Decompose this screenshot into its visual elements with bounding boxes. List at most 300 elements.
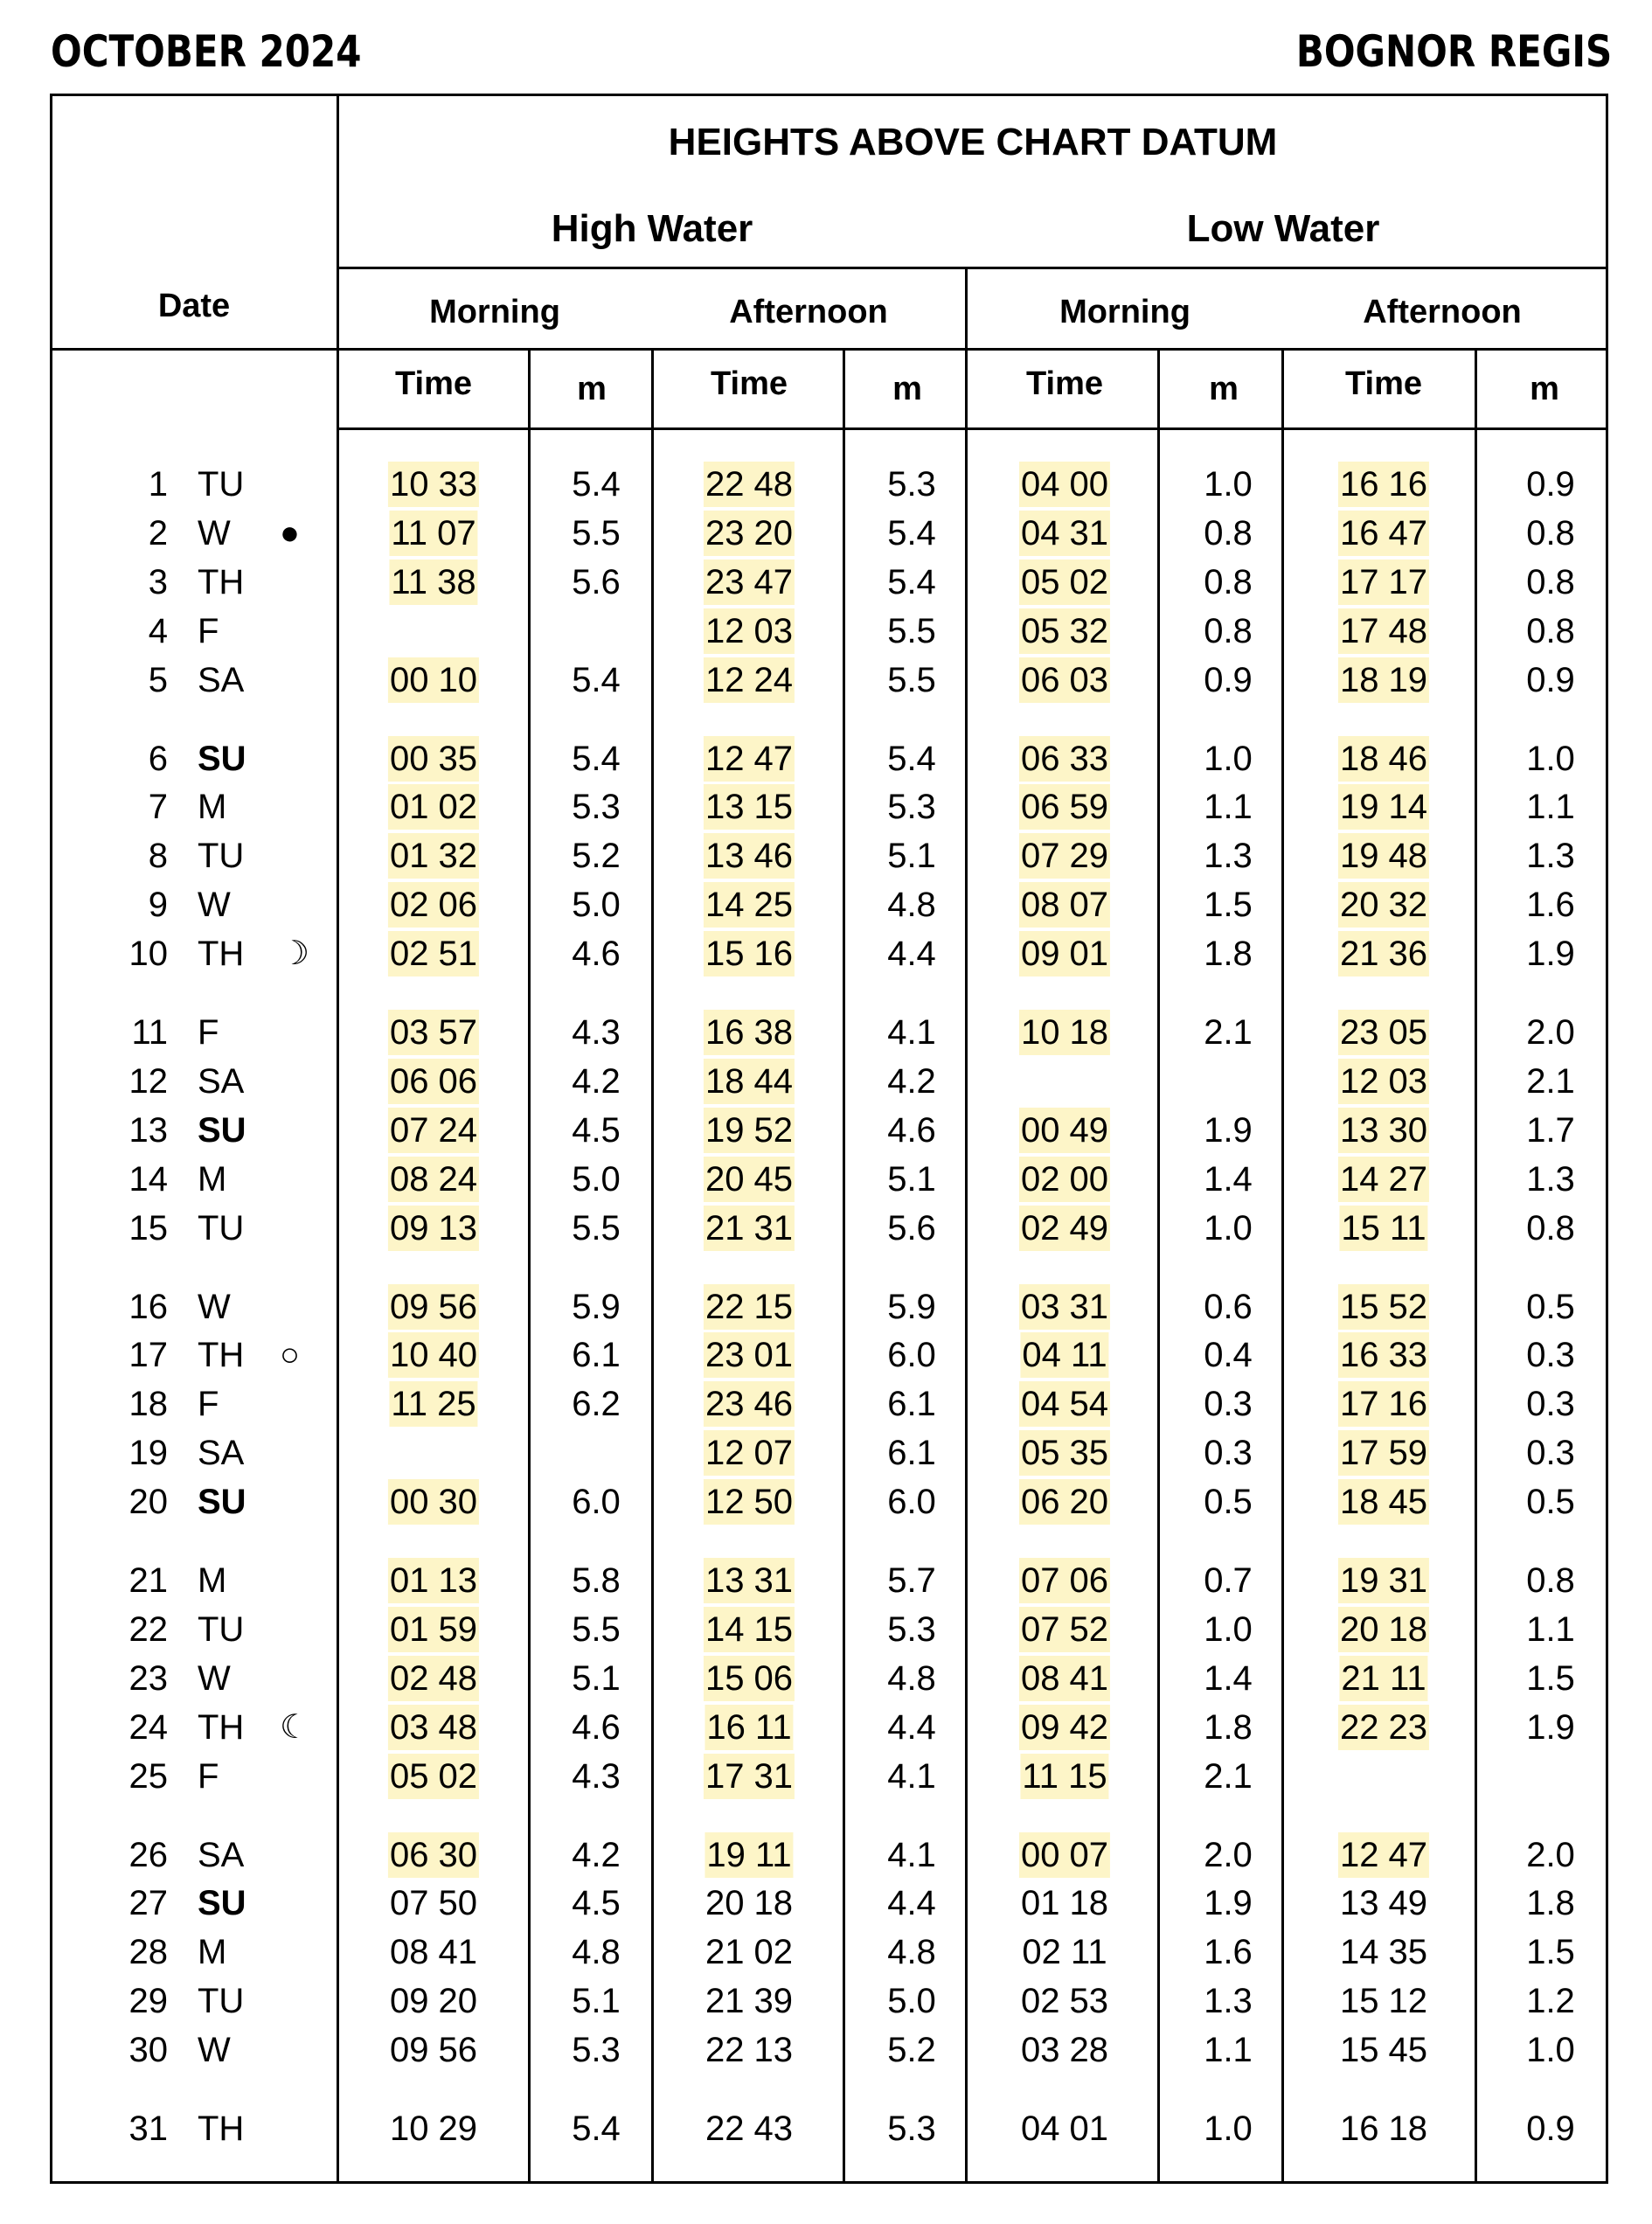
tide-height: 0.5 [1204, 1483, 1253, 1522]
day-of-week: W [198, 1658, 231, 1698]
tide-height: 2.0 [1526, 1835, 1575, 1874]
tide-height: 1.5 [1526, 1658, 1575, 1698]
tide-time: 23 20 [704, 511, 795, 556]
table-row [0, 1929, 1652, 1975]
table-row [0, 1754, 1652, 1799]
tide-time: 17 31 [704, 1754, 795, 1799]
date-number: 8 [148, 837, 168, 876]
tide-height: 6.0 [887, 1336, 936, 1375]
tide-height: 0.3 [1204, 1434, 1253, 1473]
tide-height: 5.9 [887, 1287, 936, 1326]
date-number: 10 [128, 935, 168, 974]
tide-time: 06 59 [1019, 784, 1110, 830]
table-row [0, 1206, 1652, 1251]
tide-time: 18 44 [704, 1059, 795, 1104]
date-number: 15 [128, 1208, 168, 1248]
tide-time: 17 17 [1338, 559, 1429, 605]
tide-height: 4.1 [887, 1756, 936, 1796]
tide-time: 15 12 [1339, 1982, 1428, 2021]
tide-time: 23 01 [704, 1332, 795, 1378]
tide-time: 07 06 [1019, 1558, 1110, 1603]
tide-time: 12 47 [1338, 1832, 1429, 1878]
date-number: 21 [128, 1561, 168, 1600]
tide-time: 20 18 [705, 1884, 794, 1923]
tide-height: 5.2 [572, 837, 621, 876]
tide-height: 1.1 [1204, 2031, 1253, 2070]
table-row [0, 1381, 1652, 1427]
tide-height: 1.5 [1204, 886, 1253, 925]
table-row [0, 1978, 1652, 2024]
m-heading: m [577, 371, 607, 407]
table-row [0, 1010, 1652, 1055]
tide-height: 1.0 [1204, 465, 1253, 504]
tide-time: 01 59 [388, 1607, 479, 1652]
tide-height: 0.5 [1526, 1483, 1575, 1522]
day-of-week: M [198, 1933, 227, 1972]
tide-height: 4.6 [572, 1707, 621, 1747]
tide-height: 1.6 [1204, 1933, 1253, 1972]
tide-time: 14 27 [1338, 1157, 1429, 1202]
tide-height: 4.6 [572, 935, 621, 974]
tide-height: 1.3 [1526, 1159, 1575, 1199]
tide-height: 5.5 [572, 1609, 621, 1649]
day-of-week: SU [198, 1884, 246, 1923]
tide-height: 4.4 [887, 935, 936, 974]
tide-height: 5.0 [572, 886, 621, 925]
tide-time: 04 11 [1020, 1332, 1108, 1378]
tide-time: 04 01 [1020, 2109, 1109, 2148]
table-row [0, 1108, 1652, 1153]
tide-height: 4.3 [572, 1756, 621, 1796]
table-row [0, 608, 1652, 654]
date-number: 11 [131, 1013, 168, 1052]
tide-time: 01 13 [388, 1558, 479, 1603]
moon-phase-icon: ○ [280, 1337, 300, 1374]
tide-time: 17 59 [1338, 1430, 1429, 1476]
tide-time: 03 48 [388, 1705, 479, 1750]
tide-time: 14 35 [1339, 1933, 1428, 1972]
tide-height: 1.9 [1526, 935, 1575, 974]
date-number: 5 [148, 660, 168, 699]
heights-title: HEIGHTS ABOVE CHART DATUM [668, 121, 1278, 163]
tide-time: 03 31 [1019, 1284, 1110, 1330]
tide-height: 5.1 [887, 1159, 936, 1199]
tide-height: 2.0 [1204, 1835, 1253, 1874]
day-of-week: SA [198, 660, 245, 699]
tide-time: 22 43 [705, 2109, 794, 2148]
tide-height: 1.4 [1204, 1159, 1253, 1199]
day-of-week: TU [198, 1609, 245, 1649]
tide-time: 13 31 [704, 1558, 795, 1603]
tide-time: 00 49 [1019, 1108, 1110, 1153]
tide-height: 0.3 [1526, 1385, 1575, 1424]
tide-time: 06 30 [388, 1832, 479, 1878]
tide-time: 13 49 [1339, 1884, 1428, 1923]
tide-height: 5.9 [572, 1287, 621, 1326]
tide-time: 02 00 [1019, 1157, 1110, 1202]
tide-time: 03 57 [388, 1010, 479, 1055]
tide-height: 0.8 [1204, 611, 1253, 650]
date-number: 12 [128, 1061, 168, 1101]
tide-height: 1.0 [1204, 1208, 1253, 1248]
tide-height: 1.9 [1204, 1110, 1253, 1150]
date-number: 27 [128, 1884, 168, 1923]
tide-time: 20 18 [1338, 1607, 1429, 1652]
tide-time: 18 45 [1338, 1479, 1429, 1525]
tide-time: 09 56 [388, 1284, 479, 1330]
tide-height: 6.1 [887, 1434, 936, 1473]
tide-height: 1.3 [1526, 837, 1575, 876]
date-number: 6 [148, 739, 168, 778]
tide-time: 14 25 [704, 882, 795, 928]
tide-height: 1.3 [1204, 837, 1253, 876]
tide-time: 10 40 [388, 1332, 479, 1378]
tide-height: 1.0 [1526, 739, 1575, 778]
day-of-week: TH [198, 2109, 245, 2148]
date-number: 1 [148, 465, 168, 504]
day-of-week: W [198, 513, 231, 553]
tide-height: 5.6 [887, 1208, 936, 1248]
day-of-week: TH [198, 562, 245, 601]
tide-height: 0.7 [1204, 1561, 1253, 1600]
date-number: 24 [128, 1707, 168, 1747]
tide-time: 16 11 [705, 1705, 793, 1750]
tide-time: 01 32 [388, 833, 479, 879]
tide-height: 4.8 [572, 1933, 621, 1972]
m-heading: m [1530, 371, 1559, 407]
tide-height: 0.3 [1204, 1385, 1253, 1424]
date-number: 31 [128, 2109, 168, 2148]
tide-time: 15 16 [704, 931, 795, 976]
tide-time: 11 07 [389, 511, 477, 556]
tide-time: 23 46 [704, 1381, 795, 1427]
date-number: 26 [128, 1835, 168, 1874]
hw-morning-heading: Morning [429, 294, 560, 330]
day-of-week: SA [198, 1835, 245, 1874]
tide-height: 0.8 [1204, 562, 1253, 601]
tide-time: 00 30 [388, 1479, 479, 1525]
low-water-heading: Low Water [1186, 207, 1380, 250]
tide-time: 03 28 [1020, 2031, 1109, 2070]
date-number: 20 [128, 1483, 168, 1522]
tide-time: 01 02 [388, 784, 479, 830]
date-number: 30 [128, 2031, 168, 2070]
tide-time: 22 13 [705, 2031, 794, 2070]
tide-height: 1.8 [1526, 1884, 1575, 1923]
tide-time: 08 07 [1019, 882, 1110, 928]
tide-time: 21 36 [1338, 931, 1429, 976]
tide-time: 22 23 [1338, 1705, 1429, 1750]
date-number: 13 [128, 1110, 168, 1150]
tide-time: 23 47 [704, 559, 795, 605]
date-number: 22 [128, 1609, 168, 1649]
tide-time: 02 11 [1022, 1933, 1107, 1972]
tide-time: 06 20 [1019, 1479, 1110, 1525]
tide-time: 11 38 [389, 559, 477, 605]
tide-time: 07 52 [1019, 1607, 1110, 1652]
tide-time: 09 13 [388, 1206, 479, 1251]
tide-height: 1.8 [1204, 935, 1253, 974]
tide-time: 10 18 [1019, 1010, 1110, 1055]
tide-height: 4.5 [572, 1110, 621, 1150]
tide-height: 5.0 [572, 1159, 621, 1199]
table-row [0, 1656, 1652, 1701]
tide-time: 04 54 [1019, 1381, 1110, 1427]
date-number: 2 [148, 513, 168, 553]
day-of-week: TU [198, 837, 245, 876]
tide-height: 6.0 [572, 1483, 621, 1522]
tide-height: 4.4 [887, 1707, 936, 1747]
tide-time: 15 11 [1339, 1206, 1427, 1251]
tide-height: 5.4 [572, 465, 621, 504]
tide-height: 5.5 [572, 513, 621, 553]
tide-height: 1.9 [1526, 1707, 1575, 1747]
moon-phase-icon: ☾ [280, 1708, 310, 1746]
tide-height: 5.5 [887, 611, 936, 650]
table-row [0, 1332, 1652, 1378]
tide-time: 12 03 [1338, 1059, 1429, 1104]
month-title: OCTOBER 2024 [51, 26, 362, 77]
tide-height: 4.8 [887, 1658, 936, 1698]
day-of-week: TH [198, 1336, 245, 1375]
tide-time: 01 18 [1020, 1884, 1109, 1923]
tide-height: 0.8 [1526, 1561, 1575, 1600]
tide-time: 14 15 [704, 1607, 795, 1652]
table-row [0, 2106, 1652, 2151]
tide-time: 08 41 [389, 1933, 478, 1972]
tide-height: 5.4 [572, 739, 621, 778]
tide-height: 5.3 [887, 788, 936, 827]
tide-time: 21 39 [705, 1982, 794, 2021]
tide-height: 1.8 [1204, 1707, 1253, 1747]
tide-height: 0.8 [1526, 1208, 1575, 1248]
tide-height: 5.7 [887, 1561, 936, 1600]
tide-time: 07 29 [1019, 833, 1110, 879]
tide-height: 5.6 [572, 562, 621, 601]
time-heading: Time [394, 365, 473, 402]
tide-time: 16 38 [704, 1010, 795, 1055]
tide-time: 13 30 [1338, 1108, 1429, 1153]
table-row [0, 1607, 1652, 1652]
tide-height: 6.1 [572, 1336, 621, 1375]
tide-time: 04 00 [1019, 462, 1110, 507]
tide-height: 4.5 [572, 1884, 621, 1923]
tide-height: 2.0 [1526, 1013, 1575, 1052]
day-of-week: W [198, 1287, 231, 1326]
tide-height: 0.9 [1526, 2109, 1575, 2148]
table-row [0, 657, 1652, 703]
tide-time: 13 15 [704, 784, 795, 830]
tide-time: 17 16 [1338, 1381, 1429, 1427]
tide-time: 00 07 [1019, 1832, 1110, 1878]
tide-time: 15 45 [1339, 2031, 1428, 2070]
table-row [0, 1059, 1652, 1104]
tide-time: 12 50 [704, 1479, 795, 1525]
tide-height: 5.0 [887, 1982, 936, 2021]
tide-height: 1.3 [1204, 1982, 1253, 2021]
tide-height: 5.4 [572, 660, 621, 699]
date-number: 28 [128, 1933, 168, 1972]
tide-time: 08 24 [388, 1157, 479, 1202]
tide-time: 16 33 [1338, 1332, 1429, 1378]
tide-height: 0.3 [1526, 1434, 1575, 1473]
tide-time: 13 46 [704, 833, 795, 879]
tide-height: 4.2 [572, 1835, 621, 1874]
date-number: 4 [148, 611, 168, 650]
moon-phase-icon: ☽ [280, 935, 310, 973]
tide-time: 12 24 [704, 657, 795, 703]
date-number: 9 [148, 886, 168, 925]
m-heading: m [1209, 371, 1239, 407]
tide-height: 5.3 [572, 2031, 621, 2070]
tide-height: 0.8 [1526, 611, 1575, 650]
tide-time: 10 33 [388, 462, 479, 507]
tide-height: 0.3 [1526, 1336, 1575, 1375]
table-row [0, 833, 1652, 879]
date-number: 3 [148, 562, 168, 601]
tide-height: 5.2 [887, 2031, 936, 2070]
table-row [0, 511, 1652, 556]
day-of-week: F [198, 1385, 219, 1424]
tide-height: 4.3 [572, 1013, 621, 1052]
date-number: 18 [128, 1385, 168, 1424]
date-number: 23 [128, 1658, 168, 1698]
day-of-week: M [198, 1159, 227, 1199]
tide-height: 5.3 [887, 465, 936, 504]
tide-height: 6.2 [572, 1385, 621, 1424]
tide-time: 08 41 [1019, 1656, 1110, 1701]
table-row [0, 931, 1652, 976]
date-number: 25 [128, 1756, 168, 1796]
table-row [0, 1705, 1652, 1750]
tide-time: 05 02 [1019, 559, 1110, 605]
tide-time: 18 46 [1338, 736, 1429, 782]
day-of-week: TU [198, 465, 245, 504]
tide-height: 5.3 [887, 1609, 936, 1649]
tide-time: 02 49 [1019, 1206, 1110, 1251]
day-of-week: M [198, 788, 227, 827]
tide-time: 04 31 [1019, 511, 1110, 556]
tide-time: 19 52 [704, 1108, 795, 1153]
date-number: 14 [128, 1159, 168, 1199]
tide-height: 5.4 [572, 2109, 621, 2148]
tide-height: 4.2 [887, 1061, 936, 1101]
tide-time: 19 14 [1338, 784, 1429, 830]
tide-time: 02 48 [388, 1656, 479, 1701]
tide-height: 5.8 [572, 1561, 621, 1600]
tide-time: 05 02 [388, 1754, 479, 1799]
tide-time: 10 29 [389, 2109, 478, 2148]
table-row [0, 882, 1652, 928]
day-of-week: SU [198, 739, 246, 778]
table-row [0, 559, 1652, 605]
tide-height: 4.1 [887, 1835, 936, 1874]
day-of-week: TU [198, 1208, 245, 1248]
day-of-week: F [198, 1756, 219, 1796]
day-of-week: F [198, 611, 219, 650]
hw-afternoon-heading: Afternoon [729, 294, 888, 330]
tide-height: 4.2 [572, 1061, 621, 1101]
tide-time: 19 31 [1338, 1558, 1429, 1603]
tide-time: 19 11 [705, 1832, 793, 1878]
day-of-week: SA [198, 1061, 245, 1101]
tide-time: 02 06 [388, 882, 479, 928]
day-of-week: TH [198, 935, 245, 974]
tide-time: 12 47 [704, 736, 795, 782]
tide-height: 5.1 [887, 837, 936, 876]
table-row [0, 1430, 1652, 1476]
tide-time: 20 45 [704, 1157, 795, 1202]
tide-height: 1.1 [1526, 1609, 1575, 1649]
date-number: 7 [148, 788, 168, 827]
table-row [0, 784, 1652, 830]
tide-height: 1.1 [1526, 788, 1575, 827]
date-number: 17 [128, 1336, 168, 1375]
tide-time: 09 20 [389, 1982, 478, 2021]
tide-height: 0.8 [1204, 513, 1253, 553]
tide-height: 5.5 [572, 1208, 621, 1248]
tide-time: 19 48 [1338, 833, 1429, 879]
tide-time: 12 03 [704, 608, 795, 654]
tide-height: 1.4 [1204, 1658, 1253, 1698]
header-rule-period [51, 348, 1607, 351]
date-number: 19 [128, 1434, 168, 1473]
tide-time: 02 51 [388, 931, 479, 976]
day-of-week: SA [198, 1434, 245, 1473]
tide-time: 16 18 [1339, 2109, 1428, 2148]
moon-phase-icon: ● [280, 514, 300, 552]
tide-height: 6.0 [887, 1483, 936, 1522]
day-of-week: SU [198, 1110, 246, 1150]
table-row [0, 1832, 1652, 1878]
tide-time: 02 53 [1020, 1982, 1109, 2021]
tide-time: 05 32 [1019, 608, 1110, 654]
high-water-heading: High Water [551, 207, 753, 250]
tide-height: 1.6 [1526, 886, 1575, 925]
tide-time: 12 07 [704, 1430, 795, 1476]
tide-time: 07 50 [389, 1884, 478, 1923]
lw-morning-heading: Morning [1059, 294, 1190, 330]
tide-height: 2.1 [1204, 1013, 1253, 1052]
day-of-week: M [198, 1561, 227, 1600]
date-heading: Date [157, 288, 231, 324]
table-row [0, 1157, 1652, 1202]
day-of-week: F [198, 1013, 219, 1052]
tide-height: 1.1 [1204, 788, 1253, 827]
day-of-week: TU [198, 1982, 245, 2021]
tide-height: 5.4 [887, 513, 936, 553]
tide-height: 4.8 [887, 886, 936, 925]
table-row [0, 736, 1652, 782]
table-row [0, 1479, 1652, 1525]
tide-time: 11 15 [1020, 1754, 1108, 1799]
tide-height: 1.0 [1204, 2109, 1253, 2148]
location-title: BOGNOR REGIS [1295, 26, 1612, 77]
tide-time: 18 19 [1338, 657, 1429, 703]
tide-height: 5.4 [887, 739, 936, 778]
tide-time: 09 56 [389, 2031, 478, 2070]
table-row [0, 1880, 1652, 1926]
tide-time: 06 33 [1019, 736, 1110, 782]
tide-time: 15 52 [1338, 1284, 1429, 1330]
tide-time: 21 11 [1339, 1656, 1427, 1701]
tide-height: 5.1 [572, 1658, 621, 1698]
date-number: 16 [128, 1287, 168, 1326]
tide-time: 11 25 [389, 1381, 477, 1427]
time-heading: Time [710, 365, 788, 402]
tide-time: 23 05 [1338, 1010, 1429, 1055]
tide-height: 0.9 [1526, 465, 1575, 504]
